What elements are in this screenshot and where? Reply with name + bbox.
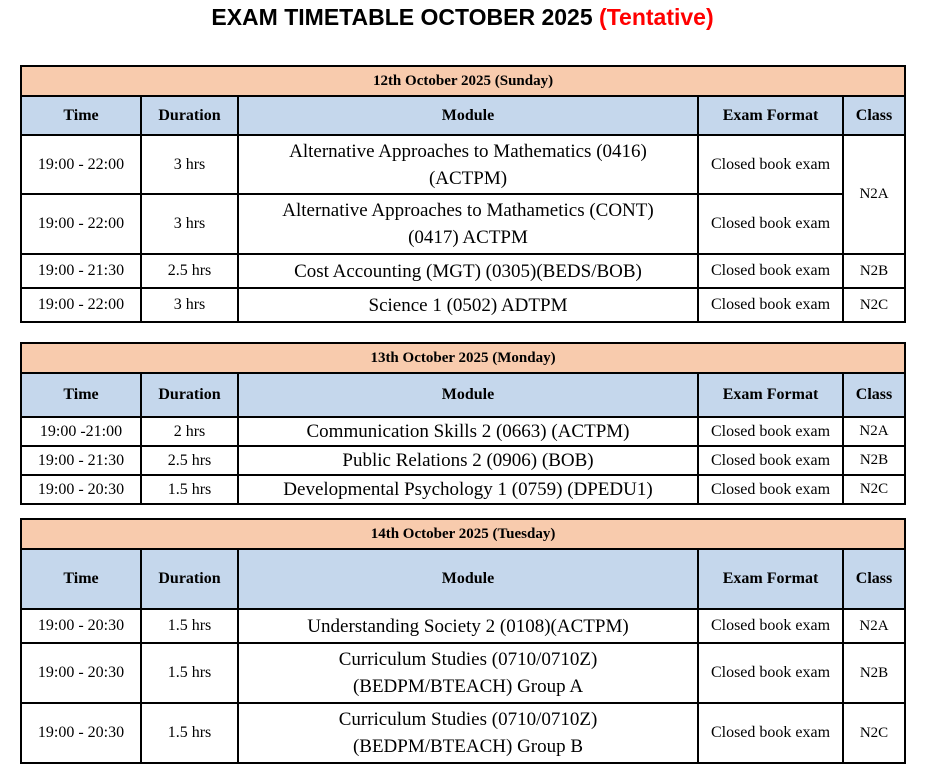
cell-format: Closed book exam bbox=[698, 254, 843, 288]
cell-module: Communication Skills 2 (0663) (ACTPM) bbox=[238, 417, 698, 446]
cell-format: Closed book exam bbox=[698, 288, 843, 322]
cell-module bbox=[238, 643, 698, 703]
timetable-day-1 bbox=[20, 65, 906, 323]
header-time: Time bbox=[21, 373, 141, 417]
header-class: Class bbox=[843, 549, 905, 609]
cell-format: Closed book exam bbox=[698, 475, 843, 504]
date-heading: 13th October 2025 (Monday) bbox=[21, 343, 905, 373]
cell-duration: 1.5 hrs bbox=[141, 609, 238, 643]
table-row bbox=[21, 609, 905, 643]
page-title bbox=[0, 4, 925, 31]
cell-class: N2B bbox=[843, 643, 905, 703]
date-row bbox=[21, 519, 905, 549]
table-row bbox=[21, 475, 905, 504]
header-time: Time bbox=[21, 549, 141, 609]
module-line-2: (ACTPM) bbox=[428, 167, 508, 189]
cell-class: N2A bbox=[843, 135, 905, 254]
cell-class: N2A bbox=[843, 417, 905, 446]
cell-class: N2B bbox=[843, 254, 905, 288]
timetable-day-2 bbox=[20, 342, 906, 505]
table-row bbox=[21, 643, 905, 703]
cell-format: Closed book exam bbox=[698, 609, 843, 643]
cell-format: Closed book exam bbox=[698, 417, 843, 446]
header-format: Exam Format bbox=[698, 549, 843, 609]
cell-module bbox=[238, 703, 698, 763]
date-heading: 14th October 2025 (Tuesday) bbox=[21, 519, 905, 549]
cell-time: 19:00 - 20:30 bbox=[21, 475, 141, 504]
cell-module bbox=[238, 135, 698, 194]
header-format: Exam Format bbox=[698, 96, 843, 135]
header-row bbox=[21, 549, 905, 609]
cell-class: N2C bbox=[843, 288, 905, 322]
header-duration: Duration bbox=[141, 549, 238, 609]
module-line-2: (BEDPM/BTEACH) Group A bbox=[352, 676, 584, 697]
header-module: Module bbox=[238, 549, 698, 609]
cell-duration: 3 hrs bbox=[141, 288, 238, 322]
header-class: Class bbox=[843, 96, 905, 135]
date-heading: 12th October 2025 (Sunday) bbox=[21, 66, 905, 96]
cell-time: 19:00 - 21:30 bbox=[21, 446, 141, 475]
cell-time: 19:00 - 22:00 bbox=[21, 135, 141, 194]
cell-format: Closed book exam bbox=[698, 643, 843, 703]
header-duration: Duration bbox=[141, 96, 238, 135]
cell-module: Public Relations 2 (0906) (BOB) bbox=[238, 446, 698, 475]
cell-duration: 1.5 hrs bbox=[141, 643, 238, 703]
header-row bbox=[21, 96, 905, 135]
module-line-1: Alternative Approaches to Mathematics (0416) bbox=[289, 140, 647, 162]
table-row bbox=[21, 288, 905, 322]
table-row bbox=[21, 703, 905, 763]
cell-time: 19:00 - 20:30 bbox=[21, 609, 141, 643]
cell-class: N2B bbox=[843, 446, 905, 475]
cell-format: Closed book exam bbox=[698, 446, 843, 475]
cell-time: 19:00 - 22:00 bbox=[21, 288, 141, 322]
table-row bbox=[21, 446, 905, 475]
cell-duration: 1.5 hrs bbox=[141, 475, 238, 504]
cell-duration: 3 hrs bbox=[141, 194, 238, 254]
cell-module: Developmental Psychology 1 (0759) (DPEDU1) bbox=[238, 475, 698, 504]
header-module: Module bbox=[238, 373, 698, 417]
cell-format: Closed book exam bbox=[698, 703, 843, 763]
cell-time: 19:00 - 22:00 bbox=[21, 194, 141, 254]
cell-duration: 2 hrs bbox=[141, 417, 238, 446]
cell-time: 19:00 -21:00 bbox=[21, 417, 141, 446]
cell-duration: 2.5 hrs bbox=[141, 446, 238, 475]
table-row bbox=[21, 417, 905, 446]
cell-time: 19:00 - 21:30 bbox=[21, 254, 141, 288]
module-line-1: Alternative Approaches to Mathametics (CONT) bbox=[282, 200, 654, 221]
date-row bbox=[21, 66, 905, 96]
module-line-2: (0417) ACTPM bbox=[408, 227, 528, 248]
cell-module bbox=[238, 194, 698, 254]
cell-class: N2C bbox=[843, 703, 905, 763]
date-row bbox=[21, 343, 905, 373]
cell-class: N2C bbox=[843, 475, 905, 504]
cell-module: Understanding Society 2 (0108)(ACTPM) bbox=[238, 609, 698, 643]
timetable-day-3 bbox=[20, 518, 906, 764]
title-tentative: (Tentative) bbox=[599, 4, 714, 30]
cell-class: N2A bbox=[843, 609, 905, 643]
header-row bbox=[21, 373, 905, 417]
table-row bbox=[21, 194, 905, 254]
cell-time: 19:00 - 20:30 bbox=[21, 643, 141, 703]
header-time: Time bbox=[21, 96, 141, 135]
module-line-1: Curriculum Studies (0710/0710Z) bbox=[338, 649, 598, 670]
header-module: Module bbox=[238, 96, 698, 135]
header-format: Exam Format bbox=[698, 373, 843, 417]
title-main: EXAM TIMETABLE OCTOBER 2025 bbox=[211, 4, 593, 30]
table-row bbox=[21, 254, 905, 288]
cell-module: Cost Accounting (MGT) (0305)(BEDS/BOB) bbox=[238, 254, 698, 288]
cell-time: 19:00 - 20:30 bbox=[21, 703, 141, 763]
header-class: Class bbox=[843, 373, 905, 417]
module-line-2: (BEDPM/BTEACH) Group B bbox=[352, 736, 584, 757]
cell-duration: 2.5 hrs bbox=[141, 254, 238, 288]
cell-format: Closed book exam bbox=[698, 135, 843, 194]
module-line-1: Curriculum Studies (0710/0710Z) bbox=[338, 709, 598, 730]
header-duration: Duration bbox=[141, 373, 238, 417]
cell-format: Closed book exam bbox=[698, 194, 843, 254]
table-row bbox=[21, 135, 905, 194]
cell-module: Science 1 (0502) ADTPM bbox=[238, 288, 698, 322]
cell-duration: 3 hrs bbox=[141, 135, 238, 194]
cell-duration: 1.5 hrs bbox=[141, 703, 238, 763]
